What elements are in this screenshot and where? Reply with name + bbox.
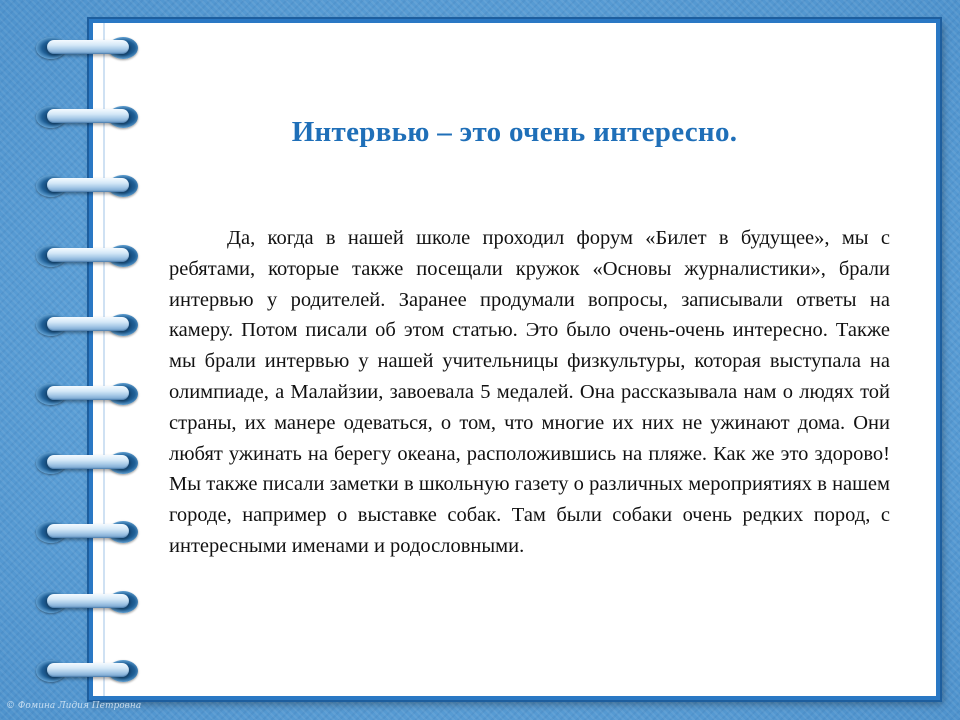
notebook-spiral-ring-icon — [36, 36, 138, 60]
notebook-spiral-ring-icon — [36, 105, 138, 129]
ring-wire-icon — [47, 248, 129, 262]
ring-wire-icon — [47, 317, 129, 331]
author-signature: © Фомина Лидия Петровна — [6, 701, 142, 711]
notebook-spiral-ring-icon — [36, 659, 138, 683]
ring-wire-icon — [47, 663, 129, 677]
ring-wire-icon — [47, 524, 129, 538]
notebook-spiral-ring-icon — [36, 520, 138, 544]
notebook-spiral-ring-icon — [36, 313, 138, 337]
notebook-spiral-ring-icon — [36, 174, 138, 198]
ring-wire-icon — [47, 40, 129, 54]
notebook-spiral-ring-icon — [36, 451, 138, 475]
notebook-spiral-ring-icon — [36, 382, 138, 406]
ring-wire-icon — [47, 178, 129, 192]
ring-wire-icon — [47, 109, 129, 123]
ring-wire-icon — [47, 386, 129, 400]
ring-wire-icon — [47, 455, 129, 469]
slide-title: Интервью – это очень интересно. — [291, 116, 738, 148]
notebook-spiral-ring-icon — [36, 590, 138, 614]
ring-wire-icon — [47, 594, 129, 608]
slide-body-text: Да, когда в нашей школе проходил форум «Билет в будущее», мы с ребятами, которые также посещали кружок «Основы журналистики», брали интервью у родителей. Заранее продумали вопросы, записывали ответы на камеру. Потом писали об этом статью. Это было очень-очень интересно. Также мы брали интервью у нашей учительницы физкультуры, которая выступала на олимпиаде, а Малайзии, завоевала 5 медалей. Она рассказывала нам о людях той страны, их манере одеваться, о том, что многие их них не ужинают дома. Они любят ужинать на берегу океана, расположившись на пляже. Как же это здорово! Мы также писали заметки в школьную газету о различных мероприятиях в нашем городе, например о выставке собак. Там были собаки очень редких пород, с интересными именами и родословными. — [169, 227, 890, 557]
notebook-page — [89, 19, 940, 700]
notebook-spiral-ring-icon — [36, 244, 138, 268]
